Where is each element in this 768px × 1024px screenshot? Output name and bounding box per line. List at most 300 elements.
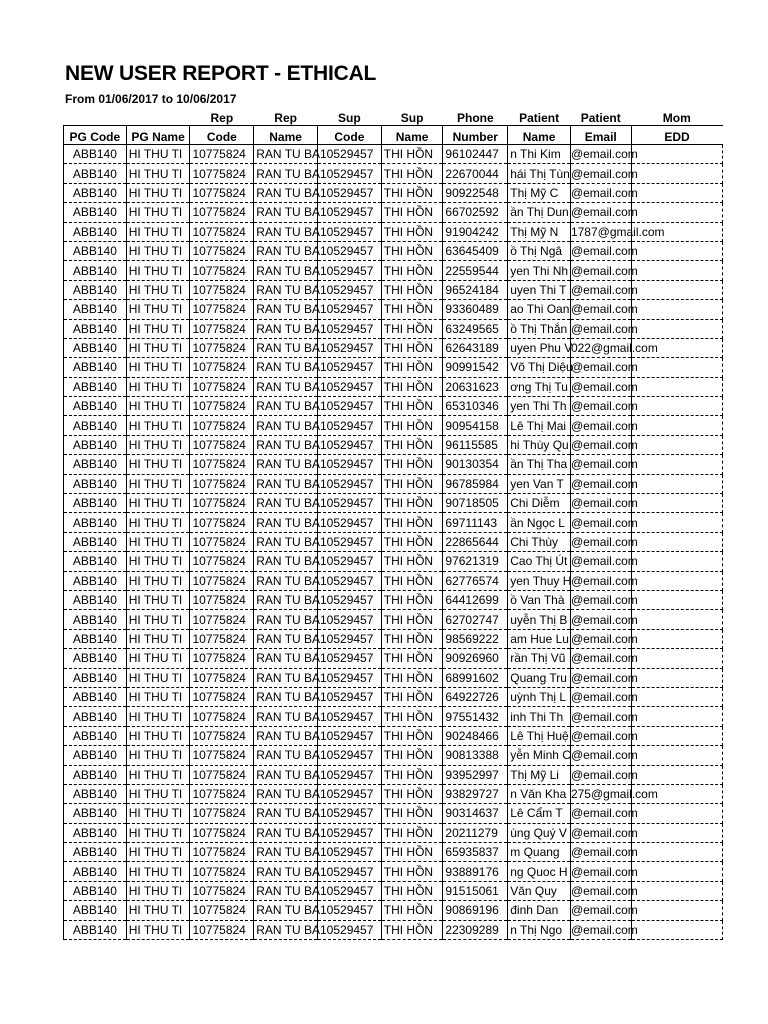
column-header-top-8: Patient: [580, 111, 621, 125]
table-cell: 96102447: [443, 145, 508, 164]
table-cell: THI HỒN: [381, 280, 443, 299]
table-row: [64, 552, 723, 571]
header-row-bottom: [64, 126, 723, 145]
table-cell: 10529457: [318, 843, 382, 862]
table-cell: THI HỒN: [381, 474, 443, 493]
table-cell: yen Thuy H: [508, 571, 571, 590]
table-cell: 10529457: [318, 222, 382, 241]
table-cell: THI HỒN: [381, 784, 443, 803]
header-row-top: [64, 112, 723, 126]
table-cell: ABB140: [64, 843, 127, 862]
table-cell: HI THU TI: [126, 261, 190, 280]
table-cell: 10529457: [318, 532, 382, 551]
table-cell-edd: [631, 435, 722, 454]
table-cell: 10775824: [190, 707, 254, 726]
table-cell: 10775824: [190, 300, 254, 319]
table-cell: 10775824: [190, 203, 254, 222]
table-cell: uyen Thi T: [508, 280, 571, 299]
table-cell: RAN TU BA: [254, 920, 318, 939]
table-cell: 66702592: [443, 203, 508, 222]
table-cell-edd: [631, 881, 722, 900]
table-cell-edd: [631, 494, 722, 513]
table-cell: ABB140: [64, 300, 127, 319]
table-cell: ABB140: [64, 881, 127, 900]
table-cell: @email.com: [570, 571, 631, 590]
table-cell: ABB140: [64, 513, 127, 532]
table-cell: 10775824: [190, 610, 254, 629]
column-header-top-7: Patient: [519, 111, 560, 125]
table-cell: @email.com: [570, 319, 631, 338]
table-row: [64, 183, 723, 202]
table-cell: 10529457: [318, 377, 382, 396]
table-cell: ABB140: [64, 901, 127, 920]
table-cell: RAN TU BA: [254, 241, 318, 260]
table-cell: Thị Mỹ N: [508, 222, 571, 241]
table-cell: 10529457: [318, 862, 382, 881]
table-cell: RAN TU BA: [254, 513, 318, 532]
table-cell: HI THU TI: [126, 474, 190, 493]
table-cell: THI HỒN: [381, 241, 443, 260]
table-cell: HI THU TI: [126, 765, 190, 784]
table-cell: ABB140: [64, 474, 127, 493]
table-cell: ng Quoc H: [508, 862, 571, 881]
table-cell: RAN TU BA: [254, 765, 318, 784]
table-cell: HI THU TI: [126, 901, 190, 920]
table-cell: ABB140: [64, 183, 127, 202]
table-row: [64, 513, 723, 532]
table-cell: 10529457: [318, 358, 382, 377]
table-cell: ùng Quý V: [508, 823, 571, 842]
table-cell: HI THU TI: [126, 920, 190, 939]
table-cell: THI HỒN: [381, 804, 443, 823]
table-cell-edd: [631, 862, 722, 881]
table-cell: RAN TU BA: [254, 843, 318, 862]
table-cell: 10529457: [318, 319, 382, 338]
table-row: [64, 241, 723, 260]
table-cell: HI THU TI: [126, 804, 190, 823]
table-cell: HI THU TI: [126, 668, 190, 687]
table-cell: Chi Diễm: [508, 494, 571, 513]
table-cell: @email.com: [570, 164, 631, 183]
column-header-1: PG Name: [126, 126, 190, 145]
table-cell: THI HỒN: [381, 552, 443, 571]
table-row: [64, 862, 723, 881]
table-cell: THI HỒN: [381, 494, 443, 513]
table-row: [64, 532, 723, 551]
table-cell: 275@gmail.com: [570, 784, 631, 803]
table-cell: HI THU TI: [126, 435, 190, 454]
table-cell: @email.com: [570, 494, 631, 513]
table-cell: 90926960: [443, 649, 508, 668]
table-cell: ABB140: [64, 203, 127, 222]
table-cell: HI THU TI: [126, 280, 190, 299]
table-cell: HI THU TI: [126, 552, 190, 571]
table-cell: 10529457: [318, 804, 382, 823]
table-cell: 64412699: [443, 590, 508, 609]
table-cell: 10529457: [318, 765, 382, 784]
table-cell: 10775824: [190, 649, 254, 668]
table-cell: HI THU TI: [126, 532, 190, 551]
table-cell: 10775824: [190, 765, 254, 784]
table-cell-edd: [631, 649, 722, 668]
table-cell: 10775824: [190, 784, 254, 803]
column-header-top-5: Sup: [400, 111, 424, 125]
table-row: [64, 901, 723, 920]
table-cell: hái Thị Tùn: [508, 164, 571, 183]
table-cell: RAN TU BA: [254, 338, 318, 357]
table-cell: @email.com: [570, 610, 631, 629]
table-cell: RAN TU BA: [254, 707, 318, 726]
table-cell: 91515061: [443, 881, 508, 900]
table-cell: 10775824: [190, 668, 254, 687]
table-cell: 10775824: [190, 494, 254, 513]
table-cell: THI HỒN: [381, 843, 443, 862]
table-cell: 22670044: [443, 164, 508, 183]
table-cell: 10529457: [318, 610, 382, 629]
table-cell: THI HỒN: [381, 726, 443, 745]
table-cell: RAN TU BA: [254, 823, 318, 842]
table-cell: THI HỒN: [381, 416, 443, 435]
table-cell: THI HỒN: [381, 746, 443, 765]
table-cell: @email.com: [570, 300, 631, 319]
table-cell: ABB140: [64, 687, 127, 706]
table-cell: 90922548: [443, 183, 508, 202]
table-cell: RAN TU BA: [254, 455, 318, 474]
table-cell: 10775824: [190, 338, 254, 357]
table-cell: HI THU TI: [126, 571, 190, 590]
table-cell: 10775824: [190, 881, 254, 900]
table-cell: RAN TU BA: [254, 571, 318, 590]
table-row: [64, 746, 723, 765]
table-cell: 10775824: [190, 183, 254, 202]
table-cell: @email.com: [570, 474, 631, 493]
table-cell: HI THU TI: [126, 377, 190, 396]
table-row: [64, 397, 723, 416]
table-cell: ABB140: [64, 532, 127, 551]
table-row: [64, 300, 723, 319]
table-cell: HI THU TI: [126, 203, 190, 222]
table-cell: ABB140: [64, 649, 127, 668]
table-cell: HI THU TI: [126, 455, 190, 474]
table-cell: 10775824: [190, 804, 254, 823]
table-cell: @email.com: [570, 862, 631, 881]
table-row: [64, 164, 723, 183]
table-cell: am Hue Lu: [508, 629, 571, 648]
table-cell: 93952997: [443, 765, 508, 784]
table-cell: THI HỒN: [381, 164, 443, 183]
table-cell: 10775824: [190, 319, 254, 338]
table-cell: 10529457: [318, 552, 382, 571]
table-cell: 90991542: [443, 358, 508, 377]
table-cell: 93360489: [443, 300, 508, 319]
table-cell: 10775824: [190, 920, 254, 939]
table-cell: yen Thi Nh: [508, 261, 571, 280]
table-cell-edd: [631, 319, 722, 338]
table-cell: 10529457: [318, 164, 382, 183]
table-cell: 10775824: [190, 513, 254, 532]
table-cell: 10529457: [318, 338, 382, 357]
table-cell: RAN TU BA: [254, 397, 318, 416]
table-header: [64, 112, 723, 145]
column-header-7: Name: [508, 126, 571, 145]
column-header-6: Number: [443, 126, 508, 145]
table-cell: RAN TU BA: [254, 552, 318, 571]
table-cell: 10775824: [190, 261, 254, 280]
table-cell: @email.com: [570, 707, 631, 726]
table-cell: 10529457: [318, 241, 382, 260]
table-cell: 10775824: [190, 358, 254, 377]
table-cell-edd: [631, 241, 722, 260]
table-cell: 10775824: [190, 843, 254, 862]
column-header-top-1: [126, 112, 190, 126]
table-cell: @email.com: [570, 668, 631, 687]
table-cell: ABB140: [64, 397, 127, 416]
table-cell: RAN TU BA: [254, 300, 318, 319]
table-cell: 10529457: [318, 145, 382, 164]
table-cell: HI THU TI: [126, 862, 190, 881]
table-cell: 10529457: [318, 455, 382, 474]
table-cell: 10529457: [318, 629, 382, 648]
table-cell: THI HỒN: [381, 649, 443, 668]
table-cell: ABB140: [64, 552, 127, 571]
table-cell: rần Thị Vũ: [508, 649, 571, 668]
table-cell: THI HỒN: [381, 338, 443, 357]
table-cell: RAN TU BA: [254, 145, 318, 164]
table-cell: 62776574: [443, 571, 508, 590]
table-cell: @email.com: [570, 145, 631, 164]
table-row: [64, 261, 723, 280]
table-cell: THI HỒN: [381, 920, 443, 939]
table-cell: 10529457: [318, 668, 382, 687]
table-cell: 10529457: [318, 784, 382, 803]
table-cell: @email.com: [570, 358, 631, 377]
table-cell: RAN TU BA: [254, 183, 318, 202]
table-cell: ơng Thị Tu: [508, 377, 571, 396]
table-cell: ABB140: [64, 610, 127, 629]
table-cell: @email.com: [570, 726, 631, 745]
table-cell: RAN TU BA: [254, 804, 318, 823]
table-cell: RAN TU BA: [254, 610, 318, 629]
table-cell: HI THU TI: [126, 164, 190, 183]
table-cell: RAN TU BA: [254, 687, 318, 706]
table-cell: 22865644: [443, 532, 508, 551]
table-cell: @email.com: [570, 261, 631, 280]
table-cell: 22559544: [443, 261, 508, 280]
table-cell: RAN TU BA: [254, 629, 318, 648]
table-cell: 63645409: [443, 241, 508, 260]
table-cell-edd: [631, 610, 722, 629]
table-row: [64, 571, 723, 590]
table-cell: n Văn Kha: [508, 784, 571, 803]
table-cell: 90813388: [443, 746, 508, 765]
table-cell: @email.com: [570, 590, 631, 609]
table-cell: Thị Mỹ Li: [508, 765, 571, 784]
table-cell: 10529457: [318, 280, 382, 299]
table-cell: @email.com: [570, 881, 631, 900]
table-cell: 10775824: [190, 241, 254, 260]
report-title: NEW USER REPORT - ETHICAL: [65, 62, 377, 85]
table-cell: @email.com: [570, 203, 631, 222]
table-cell: THI HỒN: [381, 183, 443, 202]
table-cell: ABB140: [64, 494, 127, 513]
table-cell: THI HỒN: [381, 203, 443, 222]
table-cell: HI THU TI: [126, 513, 190, 532]
table-row: [64, 629, 723, 648]
table-cell: yen Van T: [508, 474, 571, 493]
table-cell: @email.com: [570, 804, 631, 823]
table-cell: 10529457: [318, 901, 382, 920]
table-cell: RAN TU BA: [254, 222, 318, 241]
table-row: [64, 338, 723, 357]
table-cell: @email.com: [570, 920, 631, 939]
table-cell: 10775824: [190, 726, 254, 745]
table-cell: Lê Thị Mai: [508, 416, 571, 435]
table-cell: RAN TU BA: [254, 881, 318, 900]
table-cell: 10775824: [190, 823, 254, 842]
table-cell: THI HỒN: [381, 532, 443, 551]
table-cell: @email.com: [570, 823, 631, 842]
table-cell: ABB140: [64, 261, 127, 280]
table-cell: ồ Thị Ngâ: [508, 241, 571, 260]
table-cell: 10529457: [318, 474, 382, 493]
table-cell: hi Thùy Qu: [508, 435, 571, 454]
table-row: [64, 377, 723, 396]
table-cell: RAN TU BA: [254, 435, 318, 454]
table-cell: ABB140: [64, 241, 127, 260]
table-cell: Thị Mỹ C: [508, 183, 571, 202]
table-cell: RAN TU BA: [254, 261, 318, 280]
table-cell: THI HỒN: [381, 571, 443, 590]
report-table: [63, 112, 723, 940]
table-cell: RAN TU BA: [254, 862, 318, 881]
table-cell: HI THU TI: [126, 358, 190, 377]
table-row: [64, 823, 723, 842]
table-cell: ần Ngọc L: [508, 513, 571, 532]
table-row: [64, 455, 723, 474]
table-cell: ABB140: [64, 338, 127, 357]
table-cell: 22309289: [443, 920, 508, 939]
table-cell: RAN TU BA: [254, 746, 318, 765]
table-cell: 10775824: [190, 164, 254, 183]
table-cell: 10775824: [190, 862, 254, 881]
table-cell-edd: [631, 261, 722, 280]
table-cell-edd: [631, 532, 722, 551]
table-row: [64, 358, 723, 377]
table-cell: 97621319: [443, 552, 508, 571]
table-row: [64, 474, 723, 493]
table-row: [64, 707, 723, 726]
table-cell: 62643189: [443, 338, 508, 357]
table-cell: 20631623: [443, 377, 508, 396]
table-cell: 022@gmail.com: [570, 338, 631, 357]
table-cell: RAN TU BA: [254, 726, 318, 745]
table-cell: 10775824: [190, 397, 254, 416]
table-cell: RAN TU BA: [254, 319, 318, 338]
table-cell: @email.com: [570, 377, 631, 396]
table-cell: ABB140: [64, 804, 127, 823]
table-cell-edd: [631, 920, 722, 939]
table-cell: 10775824: [190, 901, 254, 920]
table-cell: yen Thi Th: [508, 397, 571, 416]
table-cell: THI HỒN: [381, 823, 443, 842]
table-cell: THI HỒN: [381, 455, 443, 474]
table-cell-edd: [631, 300, 722, 319]
table-row: [64, 649, 723, 668]
table-cell: 10529457: [318, 300, 382, 319]
table-cell: 10529457: [318, 590, 382, 609]
column-header-5: Name: [381, 126, 443, 145]
table-cell: ABB140: [64, 455, 127, 474]
table-cell: ao Thi Oan: [508, 300, 571, 319]
table-cell: HI THU TI: [126, 610, 190, 629]
table-cell: THI HỒN: [381, 590, 443, 609]
table-cell: ần Thị Dun: [508, 203, 571, 222]
table-cell: ồ Thị Thắn: [508, 319, 571, 338]
table-cell: 65310346: [443, 397, 508, 416]
table-cell: Lê Cẩm T: [508, 804, 571, 823]
table-cell: RAN TU BA: [254, 377, 318, 396]
table-row: [64, 920, 723, 939]
table-row: [64, 590, 723, 609]
table-row: [64, 280, 723, 299]
table-cell: 10529457: [318, 203, 382, 222]
report-date-range: From 01/06/2017 to 10/06/2017: [65, 92, 237, 106]
table-cell: HI THU TI: [126, 222, 190, 241]
table-cell: HI THU TI: [126, 726, 190, 745]
table-cell: 97551432: [443, 707, 508, 726]
table-cell: @email.com: [570, 629, 631, 648]
table-cell: THI HỒN: [381, 610, 443, 629]
table-cell: 10529457: [318, 920, 382, 939]
table-cell: RAN TU BA: [254, 358, 318, 377]
table-cell: @email.com: [570, 843, 631, 862]
column-header-8: Email: [570, 126, 631, 145]
table-cell: @email.com: [570, 687, 631, 706]
table-cell: 96524184: [443, 280, 508, 299]
table-cell: 93829727: [443, 784, 508, 803]
table-cell: 10529457: [318, 494, 382, 513]
column-header-0: PG Code: [64, 126, 127, 145]
table-cell-edd: [631, 358, 722, 377]
table-cell: ABB140: [64, 707, 127, 726]
table-cell: RAN TU BA: [254, 494, 318, 513]
table-cell-edd: [631, 183, 722, 202]
table-cell: ABB140: [64, 145, 127, 164]
table-cell: 10775824: [190, 629, 254, 648]
table-cell: Võ Thị Diệu: [508, 358, 571, 377]
table-cell: THI HỒN: [381, 397, 443, 416]
table-cell: ABB140: [64, 358, 127, 377]
table-row: [64, 203, 723, 222]
table-cell: ABB140: [64, 726, 127, 745]
table-cell: THI HỒN: [381, 881, 443, 900]
table-cell: ABB140: [64, 668, 127, 687]
table-cell: RAN TU BA: [254, 901, 318, 920]
table-cell-edd: [631, 145, 722, 164]
column-header-2: Code: [190, 126, 254, 145]
table-cell-edd: [631, 707, 722, 726]
table-cell: 10529457: [318, 416, 382, 435]
table-cell: 68991602: [443, 668, 508, 687]
table-row: [64, 765, 723, 784]
table-cell: ABB140: [64, 222, 127, 241]
table-cell-edd: [631, 804, 722, 823]
table-cell: ABB140: [64, 823, 127, 842]
table-cell: uyen Phu V: [508, 338, 571, 357]
table-row: [64, 881, 723, 900]
table-cell: ABB140: [64, 416, 127, 435]
table-cell-edd: [631, 843, 722, 862]
